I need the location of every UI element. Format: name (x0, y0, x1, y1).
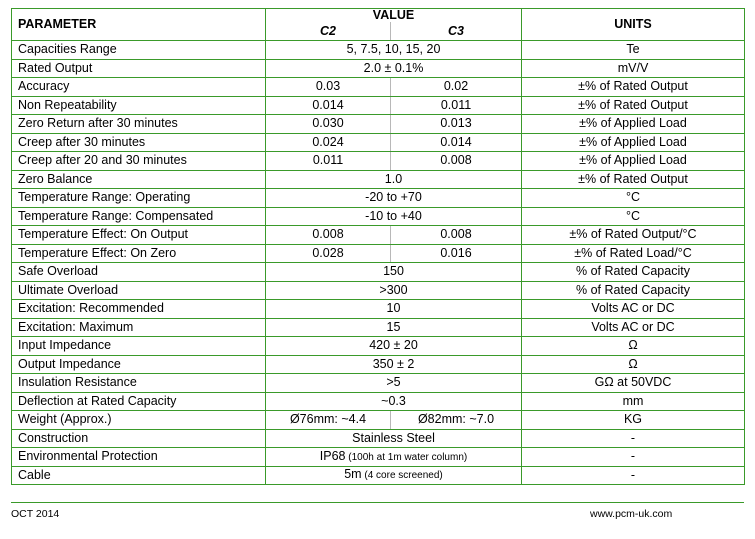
parameter-cell: Output Impedance (12, 355, 266, 374)
units-cell: mm (522, 392, 745, 411)
value-cell (266, 189, 522, 208)
table-row (12, 207, 745, 226)
table-row (12, 115, 745, 134)
parameter-cell: Deflection at Rated Capacity (12, 392, 266, 411)
value-note: (100h at 1m water column) (345, 451, 468, 463)
table-row (12, 374, 745, 393)
value-cell (266, 448, 522, 467)
c3-value-cell: 0.008 (391, 152, 522, 171)
table-row (12, 355, 745, 374)
value-cell (266, 263, 522, 282)
value-text: -20 to +70 (365, 190, 422, 205)
c2-value-cell: 0.008 (266, 226, 391, 245)
c2-value-cell: 0.024 (266, 133, 391, 152)
parameter-cell: Temperature Range: Operating (12, 189, 266, 208)
value-cell (266, 374, 522, 393)
header-row-1 (12, 9, 745, 23)
c3-value-cell: 0.016 (391, 244, 522, 263)
units-cell: GΩ at 50VDC (522, 374, 745, 393)
value-header: VALUE (266, 9, 522, 23)
value-cell (266, 170, 522, 189)
table-row (12, 466, 745, 485)
c3-value-cell: 0.013 (391, 115, 522, 134)
units-cell: ±% of Rated Output/°C (522, 226, 745, 245)
value-cell (266, 281, 522, 300)
units-cell: KG (522, 411, 745, 430)
value-text: 5m (344, 467, 362, 482)
parameter-cell: Excitation: Recommended (12, 300, 266, 319)
footer-date: OCT 2014 (11, 508, 60, 520)
parameter-cell: Insulation Resistance (12, 374, 266, 393)
table-row (12, 133, 745, 152)
value-cell (266, 429, 522, 448)
table-row (12, 300, 745, 319)
table-row (12, 448, 745, 467)
c2-value-cell: Ø76mm: ~4.4 (266, 411, 391, 430)
parameter-cell: Creep after 30 minutes (12, 133, 266, 152)
model-c3-header: C3 (391, 22, 522, 40)
c3-value-cell: 0.011 (391, 96, 522, 115)
c2-value-cell: 0.028 (266, 244, 391, 263)
c3-value-cell: 0.02 (391, 78, 522, 97)
parameter-cell: Temperature Effect: On Output (12, 226, 266, 245)
value-cell (266, 41, 522, 60)
table-row (12, 152, 745, 171)
table-row (12, 337, 745, 356)
parameter-cell: Excitation: Maximum (12, 318, 266, 337)
units-cell: Volts AC or DC (522, 318, 745, 337)
value-text: -10 to +40 (365, 208, 422, 223)
parameter-cell: Creep after 20 and 30 minutes (12, 152, 266, 171)
specification-table (11, 8, 745, 485)
parameter-cell: Weight (Approx.) (12, 411, 266, 430)
parameter-cell: Temperature Range: Compensated (12, 207, 266, 226)
units-header: UNITS (522, 9, 745, 41)
table-row (12, 189, 745, 208)
table-row (12, 59, 745, 78)
table-row (12, 411, 745, 430)
value-note: (4 core screened) (361, 470, 443, 482)
footer-website: www.pcm-uk.com (590, 508, 673, 520)
units-cell: °C (522, 207, 745, 226)
parameter-cell: Zero Balance (12, 170, 266, 189)
table-row (12, 96, 745, 115)
c2-value-cell: 0.030 (266, 115, 391, 134)
table-row (12, 78, 745, 97)
units-cell: °C (522, 189, 745, 208)
value-text: 5, 7.5, 10, 15, 20 (346, 42, 441, 57)
c3-value-cell: Ø82mm: ~7.0 (391, 411, 522, 430)
table-row (12, 226, 745, 245)
value-text: 150 (383, 264, 404, 279)
value-text: >5 (386, 375, 401, 390)
parameter-cell: Cable (12, 466, 266, 485)
units-cell: ±% of Applied Load (522, 152, 745, 171)
value-text: 350 ± 2 (372, 356, 415, 371)
parameter-cell: Zero Return after 30 minutes (12, 115, 266, 134)
c3-value-cell: 0.008 (391, 226, 522, 245)
table-row (12, 244, 745, 263)
value-text: 420 ± 20 (369, 338, 418, 353)
units-cell: ±% of Applied Load (522, 115, 745, 134)
parameter-cell: Rated Output (12, 59, 266, 78)
value-text: ~0.3 (381, 393, 406, 408)
units-cell: ±% of Applied Load (522, 133, 745, 152)
value-cell (266, 59, 522, 78)
value-text: 15 (386, 319, 401, 334)
table-row (12, 318, 745, 337)
value-text: 2.0 ± 0.1% (363, 60, 424, 75)
units-cell: ±% of Rated Output (522, 78, 745, 97)
value-cell (266, 207, 522, 226)
units-cell: ±% of Rated Output (522, 170, 745, 189)
parameter-cell: Safe Overload (12, 263, 266, 282)
units-cell: Ω (522, 355, 745, 374)
value-cell (266, 466, 522, 485)
units-cell: % of Rated Capacity (522, 281, 745, 300)
value-cell (266, 337, 522, 356)
units-cell: Volts AC or DC (522, 300, 745, 319)
table-row (12, 263, 745, 282)
parameter-cell: Input Impedance (12, 337, 266, 356)
table-row (12, 281, 745, 300)
value-text: Stainless Steel (352, 430, 435, 445)
model-c2-header: C2 (266, 22, 391, 40)
value-cell (266, 355, 522, 374)
units-cell: - (522, 429, 745, 448)
value-text: 10 (386, 301, 401, 316)
value-cell (266, 300, 522, 319)
parameter-cell: Accuracy (12, 78, 266, 97)
parameter-cell: Construction (12, 429, 266, 448)
c2-value-cell: 0.011 (266, 152, 391, 171)
table-row (12, 392, 745, 411)
units-cell: - (522, 448, 745, 467)
value-cell (266, 318, 522, 337)
units-cell: % of Rated Capacity (522, 263, 745, 282)
units-cell: ±% of Rated Load/°C (522, 244, 745, 263)
units-cell: Ω (522, 337, 745, 356)
value-text: 1.0 (384, 171, 403, 186)
c3-value-cell: 0.014 (391, 133, 522, 152)
units-cell: - (522, 466, 745, 485)
parameter-cell: Capacities Range (12, 41, 266, 60)
c2-value-cell: 0.03 (266, 78, 391, 97)
parameter-cell: Ultimate Overload (12, 281, 266, 300)
units-cell: mV/V (522, 59, 745, 78)
table-row (12, 170, 745, 189)
units-cell: Te (522, 41, 745, 60)
table-row (12, 429, 745, 448)
value-cell (266, 392, 522, 411)
parameter-cell: Environmental Protection (12, 448, 266, 467)
value-text: >300 (379, 282, 408, 297)
table-row (12, 41, 745, 60)
c2-value-cell: 0.014 (266, 96, 391, 115)
parameter-header: PARAMETER (12, 9, 266, 41)
value-text: IP68 (319, 448, 346, 463)
units-cell: ±% of Rated Output (522, 96, 745, 115)
parameter-cell: Non Repeatability (12, 96, 266, 115)
parameter-cell: Temperature Effect: On Zero (12, 244, 266, 263)
footer-divider (11, 502, 744, 503)
specification-table-body (12, 9, 745, 485)
